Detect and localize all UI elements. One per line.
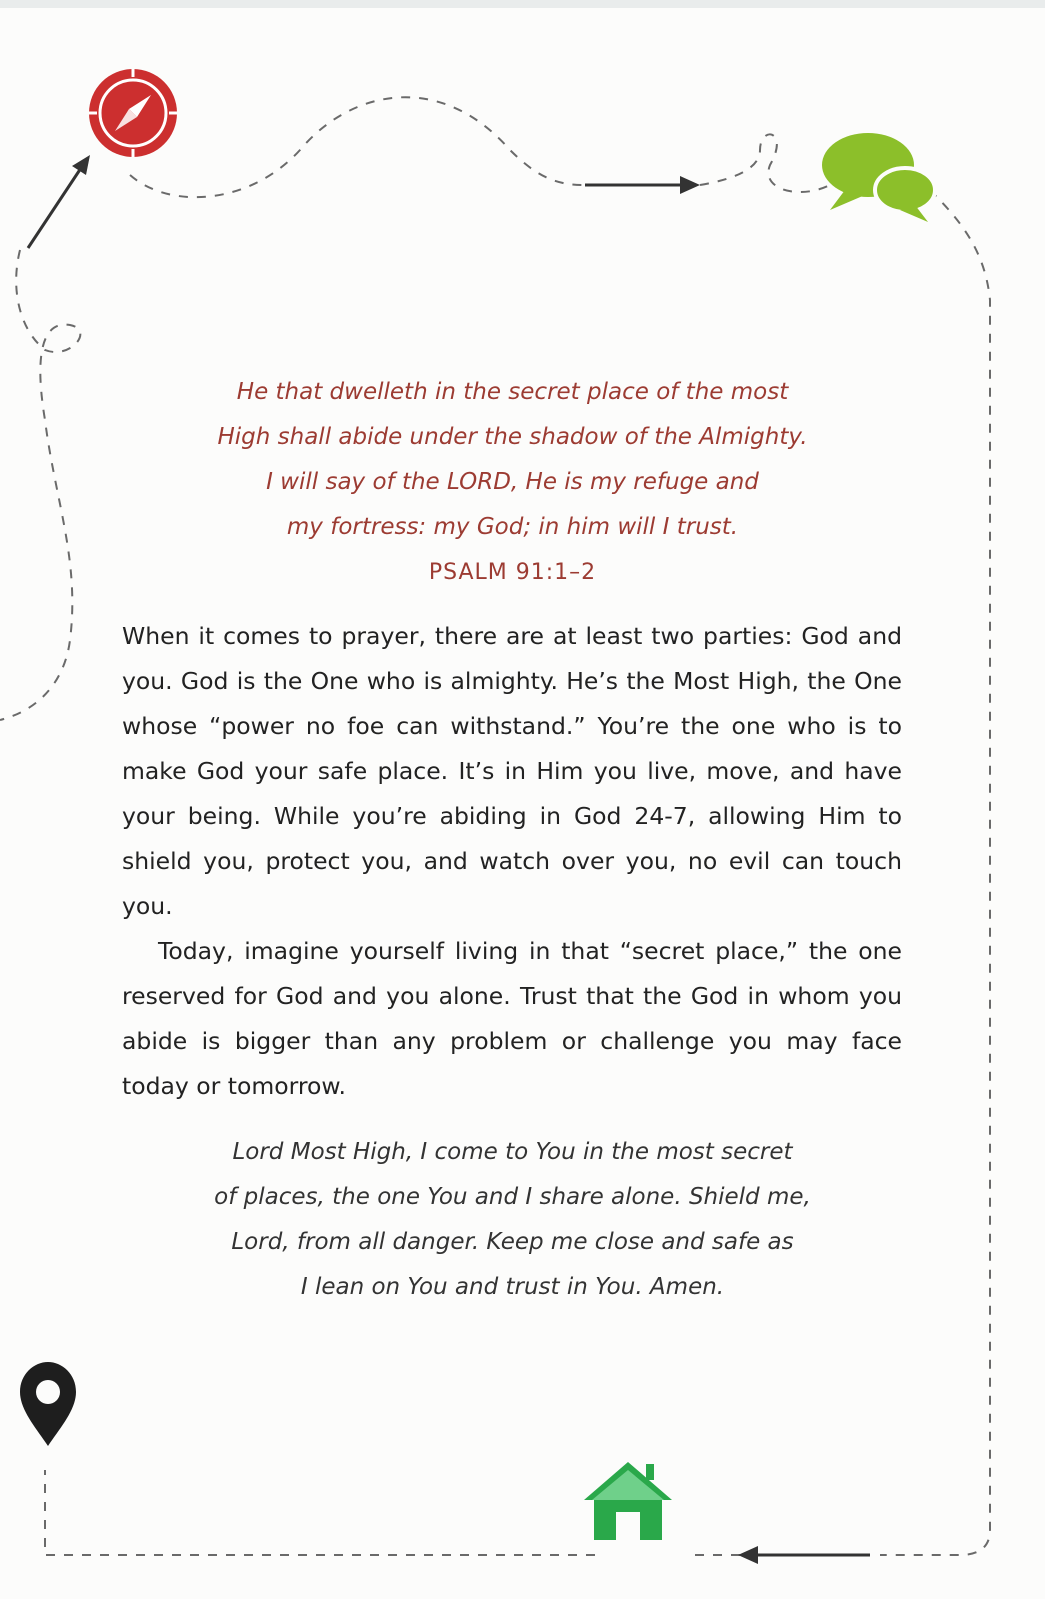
up-arrow (28, 162, 85, 248)
scripture-line: He that dwelleth in the secret place of the most (236, 379, 789, 405)
devotional-body (122, 614, 902, 1109)
scripture-reference: PSALM 91:1–2 (428, 560, 597, 585)
scripture-line: I will say of the LORD, He is my refuge and (266, 469, 759, 495)
body-paragraph: When it comes to prayer, there are at least two parties: God and you. God is the One who is almighty. He’s the Most High, the One whose “power no foe can withstand.” You’re the one who is to make God your safe place. It’s in Him you live, move, and have your being. While you’re abiding in God 24-7, allowing Him to shield you, protect you, and watch over you, no evil can touch you. (122, 622, 902, 920)
prayer-line: Lord, from all danger. Keep me close and safe as (231, 1229, 794, 1255)
prayer (150, 1130, 875, 1310)
prayer-line: I lean on You and trust in You. Amen. (300, 1274, 725, 1300)
map-pin-icon (20, 1362, 76, 1446)
scripture-line: High shall abide under the shadow of the Almighty. (217, 424, 808, 450)
prayer-line: Lord Most High, I come to You in the most secret (232, 1139, 793, 1165)
scripture-quote (150, 370, 875, 550)
speech-bubbles-icon (822, 133, 935, 222)
compass-icon (89, 69, 177, 157)
prayer-line: of places, the one You and I share alone. Shield me, (214, 1184, 811, 1210)
body-paragraph: Today, imagine yourself living in that “secret place,” the one reserved for God and you alone. Trust that the God in whom you abide is bigger than any problem or challenge you may face today or tomorrow. (122, 937, 902, 1100)
scripture-line: my fortress: my God; in him will I trust. (286, 514, 739, 540)
home-icon (584, 1462, 672, 1540)
